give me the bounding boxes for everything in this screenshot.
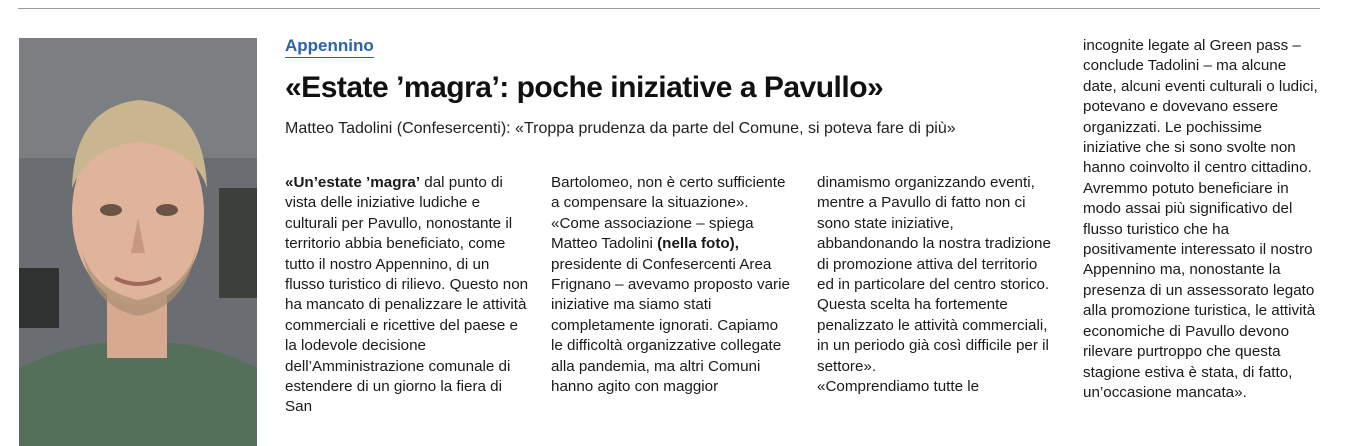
article-subheadline: Matteo Tadolini (Confesercenti): «Troppa prudenza da parte del Comune, si poteva fare di più» bbox=[285, 120, 956, 137]
article-column-4 bbox=[1083, 36, 1323, 403]
column-1-paragraph bbox=[285, 173, 533, 418]
column-4-paragraph-1: incognite legate al Green pass – conclude Tadolini – ma alcune date, alcuni eventi culturali o ludici, potevano e dovevano essere organizzati. Le pochissime iniziative che si sono svolte non hanno coinvolto il centro cittadino. Avremmo potuto beneficiare in modo assai più significativo del flusso turistico che ha positivamente interessato il nostro Appennino ma, nonostante la presenza di un assessorato legato alla promozione turistica, le attività economiche di Pavullo devono rilevare purtroppo che questa stagione estiva è stata, di fatto, un’occasione mancata». bbox=[1083, 37, 1318, 401]
column-1-text: dal punto di vista delle iniziative ludiche e culturali per Pavullo, nonostante il territorio abbia beneficiato, come tutto il nostro Appennino, di un flusso turistico di rilievo. Questo non ha mancato di penalizzare le attività commerciali e ricettive del paese e la lodevole decisione dell’Amministrazione comunale di estendere di un giorno la fiera di San bbox=[285, 174, 529, 416]
column-2-text-after: presidente di Confesercenti Area Frignano – avevamo proposto varie iniziative ma siamo stati completamente ignorati. Capiamo le difficoltà organizzative collegate alla pandemia, ma altri Comuni hanno agito con maggior bbox=[551, 255, 790, 396]
portrait-photo bbox=[19, 38, 257, 446]
column-2-paragraph-2 bbox=[551, 214, 791, 398]
article-headline: «Estate ’magra’: poche iniziative a Pavullo» bbox=[285, 71, 884, 104]
photo-reference: (nella foto), bbox=[657, 235, 739, 253]
lead-in: «Un’estate ’magra’ bbox=[285, 174, 421, 191]
column-3-paragraph-2: «Comprendiamo tutte le bbox=[817, 378, 980, 396]
article-column-1 bbox=[285, 173, 533, 418]
column-3-paragraph-1: dinamismo organizzando eventi, mentre a Pavullo di fatto non ci sono state iniziative, abbandonando la nostra tradizione di promozione attiva del territorio ed in particolare del centro storico. Questa scelta ha fortemente penalizzato le attività commerciali, in un periodo già così difficile per il settore». bbox=[817, 174, 1051, 375]
article-column-3 bbox=[817, 173, 1057, 397]
section-kicker[interactable]: Appennino bbox=[285, 36, 374, 58]
column-2-text-before: «Come associazione – spiega Matteo Tadolini bbox=[551, 214, 754, 253]
article-column-2 bbox=[551, 173, 791, 397]
portrait-photo-icon bbox=[19, 38, 257, 446]
column-2-paragraph-1: Bartolomeo, non è certo sufficiente a compensare la situazione». bbox=[551, 174, 786, 212]
top-divider bbox=[18, 8, 1320, 9]
